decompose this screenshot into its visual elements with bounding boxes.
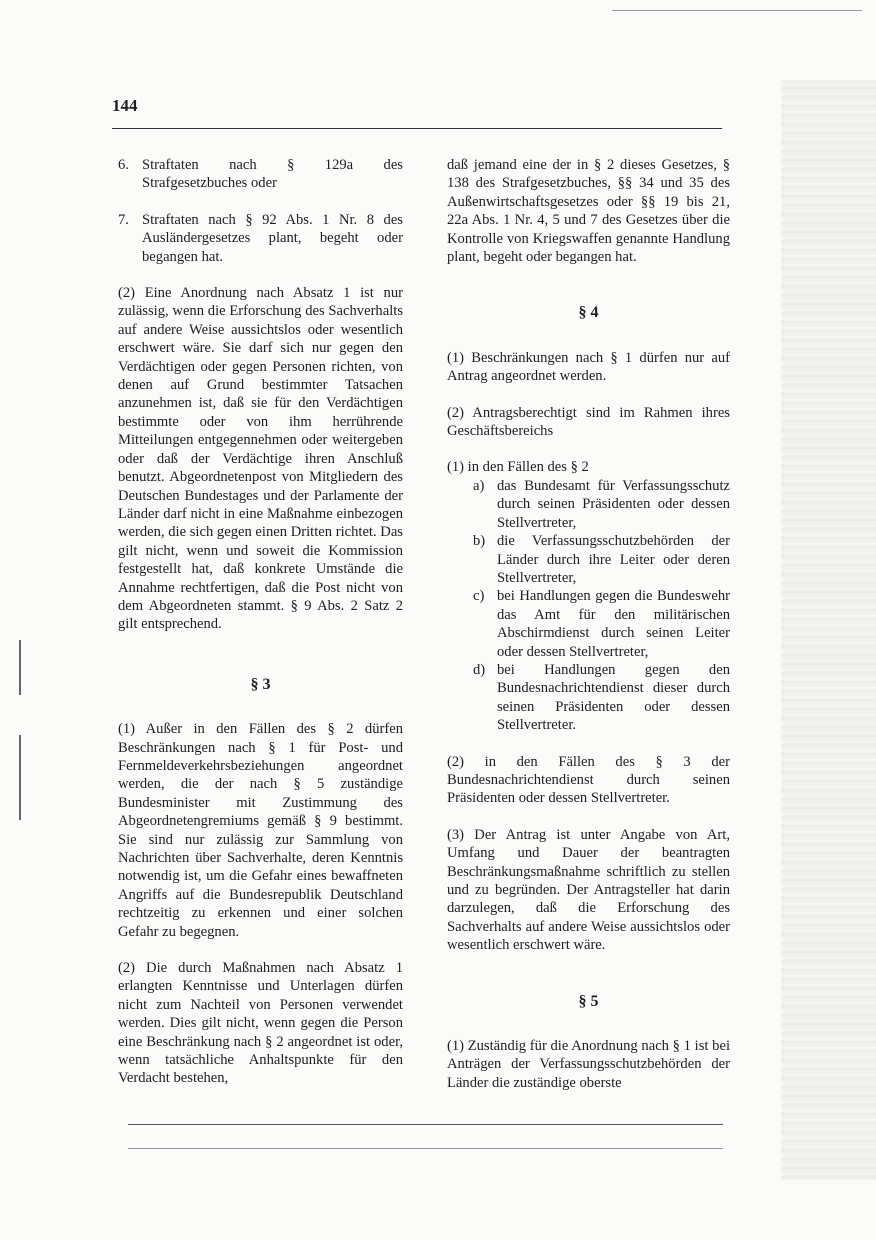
list-item xyxy=(473,532,730,587)
paragraph: (1) Außer in den Fällen des § 2 dürfen Beschränkungen nach § 1 für Post- und Fernmeldeverkehrsbeziehungen angeordnet werden, die der nach § 5 zuständige Bundesminister mit Zustimmung des Abgeordnetengremiums gemäß § 9 bestimmt. Sie sind nur zulässig zur Sammlung von Nachrichten über Sachverhalte, deren Kenntnis notwendig ist, um die Gefahr eines bewaffneten Angriffs auf die Bundesrepublik Deutschland rechtzeitig zu erkennen und einer solchen Gefahr zu begegnen. xyxy=(118,721,403,940)
paragraph: (2) Antragsberechtigt sind im Rahmen ihres Geschäftsbereichs xyxy=(447,404,730,440)
paragraph: (2) Die durch Maßnahmen nach Absatz 1 erlangten Kenntnisse und Unterlagen dürfen nicht zum Nachteil von Personen verwendet werden. Dies gilt nicht, wenn gegen die Person eine Beschränkung nach § 2 angeordnet ist oder, wenn tatsächliche Anhaltspunkte für den Verdacht bestehen, xyxy=(118,960,403,1087)
item-letter: b) xyxy=(473,533,486,550)
paragraph: (1) Zuständig für die Anordnung nach § 1 ist bei Anträgen der Verfassungsschutzbehörden der Länder die zuständige oberste xyxy=(447,1038,730,1091)
margin-mark xyxy=(19,735,21,820)
right-column xyxy=(447,156,730,1092)
list-item xyxy=(473,587,730,661)
item-letter: a) xyxy=(473,477,485,494)
list-item xyxy=(473,661,730,735)
list-item xyxy=(118,211,403,266)
footer-rule xyxy=(128,1124,723,1125)
left-column xyxy=(118,156,403,1088)
paragraph: (2) in den Fällen des § 3 der Bundesnachrichtendienst durch seinen Präsidenten oder dessen Stellvertreter. xyxy=(447,753,730,807)
section-heading: § 3 xyxy=(250,675,271,693)
item-letter: c) xyxy=(473,588,485,605)
section-heading: § 4 xyxy=(578,304,599,322)
header-rule xyxy=(112,128,722,129)
list-item xyxy=(473,477,730,532)
section-heading: § 5 xyxy=(578,992,599,1010)
paragraph: (3) Der Antrag ist unter Angabe von Art, Umfang und Dauer der beantragten Beschränkungsmaßnahme schriftlich zu stellen und zu begründen. Der Antragsteller hat darin darzulegen, daß die Erforschung des Sachverhalts auf andere Weise aussichtslos oder wesentlich erschwert wäre. xyxy=(447,826,730,954)
item-text: die Verfassungsschutzbehörden der Länder durch ihre Leiter oder deren Stellvertreter, xyxy=(497,533,730,586)
item-number: 6. xyxy=(118,157,129,173)
paragraph: daß jemand eine der in § 2 dieses Gesetzes, § 138 des Strafgesetzbuches, §§ 34 und 35 des Außenwirtschaftsgesetzes oder §§ 19 bis 21, 22a Abs. 1 Nr. 4, 5 und 7 des Gesetzes über die Kontrolle von Kriegswaffen genannte Handlung plant, begeht oder begangen hat. xyxy=(447,157,730,266)
list-item xyxy=(118,156,403,193)
item-number: 7. xyxy=(118,211,129,228)
paragraph: (2) Eine Anordnung nach Absatz 1 ist nur zulässig, wenn die Erforschung des Sachverhalts auf andere Weise aussichtslos oder wesentlich erschwert wäre. Sie darf sich nur gegen den Verdächtigen oder gegen Personen richten, von denen auf Grund bestimmter Tatsachen anzunehmen ist, daß sie für den Verdächtigen bestimmte oder von ihm herrührende Mitteilungen entgegennehmen oder weitergeben oder daß der Verdächtige ihren Anschluß benutzt. Abgeordnetenpost von Mitgliedern des Deutschen Bundestages und der Parlamente der Länder darf nicht in eine Maßnahme einbezogen werden, die sich gegen einen Dritten richtet. Das gilt nicht, wenn und soweit die Kommission festgestellt hat, daß konkrete Umstände die Annahme rechtfertigen, daß die Post nicht von dem Abgeordneten stammt. § 9 Abs. 2 Satz 2 gilt entsprechend. xyxy=(118,285,403,633)
list-heading: (1) in den Fällen des § 2 xyxy=(447,459,589,476)
page-number: 144 xyxy=(112,96,138,115)
item-text: Straftaten nach § 92 Abs. 1 Nr. 8 des Ausländergesetzes plant, begeht oder begangen hat. xyxy=(142,211,403,265)
item-text: das Bundesamt für Verfassungsschutz durch seinen Präsidenten oder dessen Stellvertreter, xyxy=(497,477,730,531)
item-letter: d) xyxy=(473,661,486,678)
paragraph: (1) Beschränkungen nach § 1 dürfen nur auf Antrag angeordnet werden. xyxy=(447,349,730,385)
item-text: bei Handlungen gegen die Bundeswehr das Amt für den militärischen Abschirmdienst durch seinen Leiter oder dessen Stellvertreter, xyxy=(497,588,730,660)
item-text: bei Handlungen gegen den Bundesnachrichtendienst dieser durch seinen Präsidenten oder dessen Stellvertreter. xyxy=(497,661,730,734)
footer-rule xyxy=(128,1148,723,1149)
margin-mark xyxy=(19,640,21,695)
scanned-page-edge xyxy=(781,80,876,1180)
item-text: Straftaten nach § 129a des Strafgesetzbuches oder xyxy=(142,157,403,192)
top-edge-line xyxy=(612,10,862,11)
